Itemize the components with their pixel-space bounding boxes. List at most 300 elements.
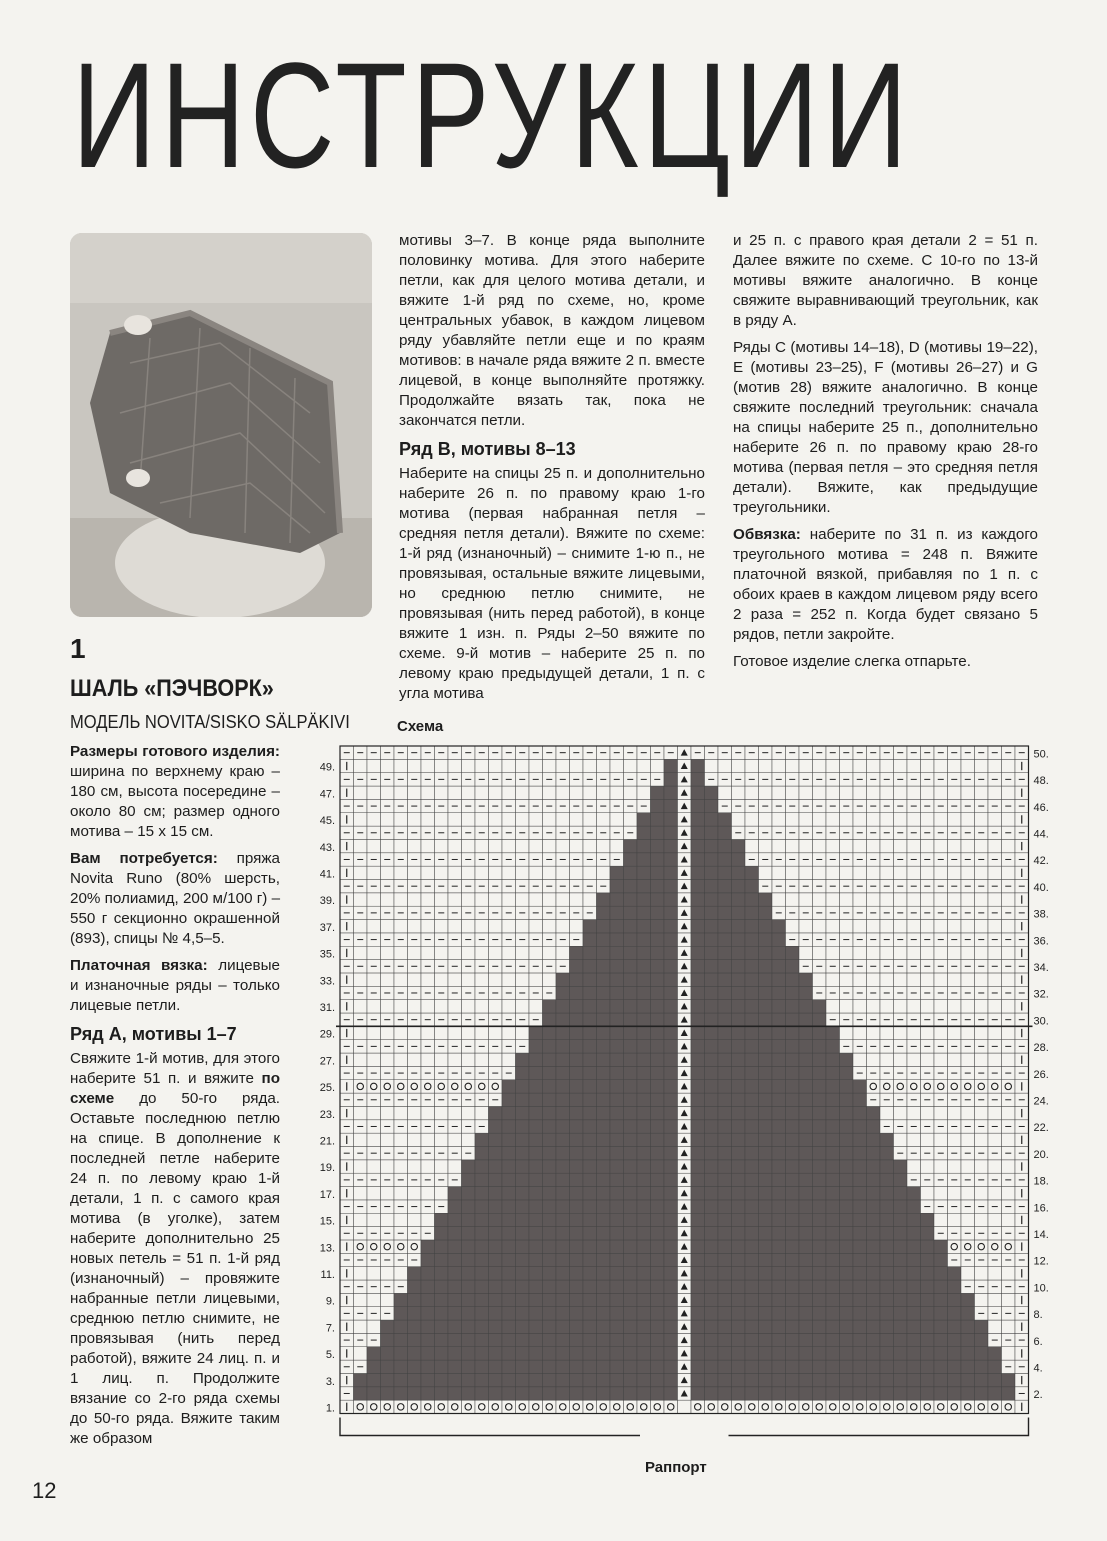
chart-cell-shaded: [786, 946, 800, 959]
chart-cell: [381, 1106, 395, 1119]
chart-cell-shaded: [583, 1133, 597, 1146]
chart-cell: [948, 1106, 962, 1119]
chart-cell: [961, 973, 975, 986]
chart-cell-shaded: [813, 1360, 827, 1373]
chart-cell-shaded: [705, 1213, 719, 1226]
chart-cell-shaded: [880, 1387, 894, 1400]
chart-cell: [799, 786, 813, 799]
chart-cell: [394, 1240, 408, 1253]
chart-cell: [813, 866, 827, 879]
chart-cell-shaded: [840, 1160, 854, 1173]
garter-paragraph: [70, 956, 280, 1016]
chart-cell-shaded: [475, 1267, 489, 1280]
chart-cell: [570, 866, 584, 879]
chart-cell: [448, 786, 462, 799]
chart-cell: [475, 1053, 489, 1066]
chart-cell: [367, 1320, 381, 1333]
chart-cell-shaded: [462, 1373, 476, 1386]
chart-cell-shaded: [543, 1333, 557, 1346]
chart-cell-shaded: [813, 1053, 827, 1066]
chart-cell-shaded: [597, 1213, 611, 1226]
chart-cell: [813, 786, 827, 799]
chart-cell-shaded: [529, 1200, 543, 1213]
chart-cell: [354, 1080, 368, 1093]
chart-cell-shaded: [894, 1173, 908, 1186]
chart-cell-shaded: [1002, 1387, 1016, 1400]
chart-cell-shaded: [745, 1160, 759, 1173]
chart-cell-shaded: [732, 1187, 746, 1200]
chart-cell: [529, 813, 543, 826]
chart-cell-shaded: [786, 1360, 800, 1373]
chart-cell-shaded: [718, 1253, 732, 1266]
chart-cell-shaded: [462, 1213, 476, 1226]
chart-cell-shaded: [840, 1347, 854, 1360]
chart-cell-shaded: [583, 1187, 597, 1200]
chart-cell: [421, 973, 435, 986]
chart-cell-shaded: [691, 1187, 705, 1200]
chart-cell-shaded: [705, 1200, 719, 1213]
chart-cell-shaded: [853, 1106, 867, 1119]
chart-cell-shaded: [786, 1320, 800, 1333]
chart-cell: [489, 1053, 503, 1066]
chart-cell-shaded: [610, 1053, 624, 1066]
col3-paragraph-4: Готовое изделие слегка отпарьте.: [733, 653, 971, 670]
chart-cell-shaded: [489, 1106, 503, 1119]
chart-cell-shaded: [799, 1333, 813, 1346]
chart-cell-shaded: [664, 1120, 678, 1133]
chart-cell-shaded: [840, 1293, 854, 1306]
chart-cell-shaded: [718, 973, 732, 986]
chart-cell: [853, 920, 867, 933]
chart-cell-shaded: [921, 1373, 935, 1386]
chart-cell: [813, 946, 827, 959]
chart-cell-shaded: [448, 1240, 462, 1253]
chart-cell: [570, 839, 584, 852]
chart-cell: [948, 893, 962, 906]
chart-cell: [570, 813, 584, 826]
chart-cell: [462, 893, 476, 906]
chart-cell-shaded: [745, 893, 759, 906]
chart-cell-shaded: [799, 1253, 813, 1266]
chart-cell-shaded: [759, 1013, 773, 1026]
sizes-label: Размеры готового изделия:: [70, 743, 280, 760]
chart-cell-shaded: [745, 1253, 759, 1266]
chart-cell: [502, 1400, 516, 1413]
chart-cell-shaded: [772, 1026, 786, 1039]
chart-cell: [867, 973, 881, 986]
chart-cell-shaded: [624, 1227, 638, 1240]
chart-cell-shaded: [826, 1080, 840, 1093]
chart-cell-shaded: [705, 1160, 719, 1173]
chart-cell-shaded: [516, 1347, 530, 1360]
row-number-right: 14.: [1033, 1228, 1049, 1241]
chart-cell-shaded: [597, 1280, 611, 1293]
chart-cell-shaded: [745, 1080, 759, 1093]
chart-cell-shaded: [556, 973, 570, 986]
chart-cell-shaded: [354, 1373, 368, 1386]
chart-cell-shaded: [772, 1360, 786, 1373]
chart-cell-shaded: [840, 1280, 854, 1293]
chart-cell: [934, 1400, 948, 1413]
chart-cell: [988, 1160, 1002, 1173]
chart-cell-shaded: [867, 1280, 881, 1293]
row-number-right: 30.: [1033, 1015, 1049, 1028]
chart-cell-shaded: [570, 1026, 584, 1039]
chart-cell-shaded: [799, 1106, 813, 1119]
chart-cell-shaded: [772, 1093, 786, 1106]
chart-cell: [381, 1160, 395, 1173]
chart-cell-shaded: [475, 1373, 489, 1386]
chart-cell: [448, 759, 462, 772]
chart-cell: [435, 973, 449, 986]
chart-cell-shaded: [651, 1307, 665, 1320]
chart-cell-shaded: [907, 1200, 921, 1213]
chart-cell-shaded: [759, 946, 773, 959]
chart-cell-shaded: [813, 1333, 827, 1346]
chart-cell: [948, 1160, 962, 1173]
chart-cell-shaded: [610, 1213, 624, 1226]
chart-cell: [786, 839, 800, 852]
chart-cell-shaded: [705, 1253, 719, 1266]
chart-cell-shaded: [799, 1160, 813, 1173]
chart-cell-shaded: [664, 960, 678, 973]
chart-cell: [408, 1400, 422, 1413]
chart-cell-shaded: [597, 1106, 611, 1119]
chart-cell-shaded: [570, 1293, 584, 1306]
chart-cell-shaded: [759, 1227, 773, 1240]
chart-cell-shaded: [745, 1120, 759, 1133]
row-number-left: 41.: [319, 868, 335, 881]
chart-cell-shaded: [394, 1387, 408, 1400]
row-number-right: 36.: [1033, 935, 1049, 948]
chart-cell: [894, 813, 908, 826]
chart-cell: [475, 813, 489, 826]
chart-cell-shaded: [921, 1293, 935, 1306]
chart-cell-shaded: [718, 906, 732, 919]
chart-cell-shaded: [786, 1227, 800, 1240]
chart-cell-shaded: [421, 1333, 435, 1346]
chart-cell-shaded: [705, 906, 719, 919]
chart-cell-shaded: [489, 1267, 503, 1280]
row-number-right: 20.: [1033, 1148, 1049, 1161]
chart-cell-shaded: [691, 1333, 705, 1346]
chart-cell-shaded: [651, 1253, 665, 1266]
chart-cell: [799, 759, 813, 772]
chart-cell-shaded: [637, 1053, 651, 1066]
chart-cell: [435, 1187, 449, 1200]
chart-cell-shaded: [921, 1267, 935, 1280]
chart-cell-shaded: [772, 946, 786, 959]
chart-cell-shaded: [705, 813, 719, 826]
chart-cell: [489, 866, 503, 879]
chart-cell-shaded: [732, 1147, 746, 1160]
garter-text: лицевые и изнаночные ряды – только лицевые петли.: [70, 957, 280, 1014]
chart-cell-shaded: [502, 1293, 516, 1306]
chart-cell-shaded: [583, 1160, 597, 1173]
chart-cell: [826, 946, 840, 959]
chart-cell-shaded: [786, 1333, 800, 1346]
chart-cell: [354, 786, 368, 799]
chart-cell: [867, 1053, 881, 1066]
chart-cell: [556, 920, 570, 933]
chart-cell-shaded: [637, 1333, 651, 1346]
chart-cell: [840, 813, 854, 826]
chart-cell-shaded: [718, 1333, 732, 1346]
chart-cell-shaded: [813, 1066, 827, 1079]
chart-cell: [448, 1133, 462, 1146]
chart-cell-shaded: [759, 1333, 773, 1346]
chart-cell-shaded: [759, 1253, 773, 1266]
chart-cell-shaded: [651, 1280, 665, 1293]
chart-cell-shaded: [772, 1000, 786, 1013]
chart-cell: [880, 839, 894, 852]
chart-cell-shaded: [475, 1160, 489, 1173]
chart-cell-shaded: [543, 1040, 557, 1053]
chart-cell-shaded: [637, 1000, 651, 1013]
chart-cell-shaded: [799, 1053, 813, 1066]
chart-cell-shaded: [840, 1373, 854, 1386]
chart-cell: [367, 813, 381, 826]
chart-cell-shaded: [813, 1147, 827, 1160]
chart-cell: [759, 759, 773, 772]
chart-cell: [894, 1106, 908, 1119]
chart-cell: [354, 1106, 368, 1119]
chart-cell-shaded: [867, 1187, 881, 1200]
chart-cell-shaded: [543, 1147, 557, 1160]
chart-cell-shaded: [502, 1360, 516, 1373]
chart-cell-shaded: [516, 1120, 530, 1133]
chart-cell: [934, 1160, 948, 1173]
chart-cell-shaded: [732, 1293, 746, 1306]
chart-cell-shaded: [880, 1267, 894, 1280]
chart-cell-shaded: [651, 1173, 665, 1186]
chart-cell-shaded: [516, 1200, 530, 1213]
chart-cell: [502, 973, 516, 986]
chart-cell-shaded: [840, 1093, 854, 1106]
chart-cell: [880, 813, 894, 826]
chart-cell: [1002, 786, 1016, 799]
chart-cell-shaded: [799, 1293, 813, 1306]
chart-cell-shaded: [732, 1240, 746, 1253]
chart-cell-shaded: [529, 1066, 543, 1079]
chart-cell-shaded: [799, 1320, 813, 1333]
chart-cell-shaded: [610, 946, 624, 959]
chart-cell-shaded: [867, 1373, 881, 1386]
chart-cell-shaded: [408, 1387, 422, 1400]
chart-cell-shaded: [624, 1253, 638, 1266]
chart-cell-shaded: [516, 1160, 530, 1173]
chart-cell-shaded: [813, 1173, 827, 1186]
chart-cell-shaded: [556, 1320, 570, 1333]
chart-cell: [367, 1213, 381, 1226]
chart-cell-shaded: [867, 1293, 881, 1306]
chart-cell: [408, 1106, 422, 1119]
chart-cell: [381, 866, 395, 879]
chart-cell-shaded: [934, 1280, 948, 1293]
chart-cell: [475, 973, 489, 986]
chart-cell: [421, 1026, 435, 1039]
chart-cell-shaded: [759, 1387, 773, 1400]
chart-cell-shaded: [759, 1106, 773, 1119]
chart-cell: [975, 1133, 989, 1146]
chart-cell-shaded: [718, 1360, 732, 1373]
chart-cell-shaded: [745, 973, 759, 986]
chart-cell: [894, 1026, 908, 1039]
chart-cell: [354, 813, 368, 826]
chart-cell-shaded: [732, 1066, 746, 1079]
chart-cell: [448, 1026, 462, 1039]
chart-cell-shaded: [799, 1347, 813, 1360]
chart-cell-shaded: [705, 866, 719, 879]
chart-cell-shaded: [826, 1187, 840, 1200]
chart-cell-shaded: [651, 893, 665, 906]
chart-cell-shaded: [570, 986, 584, 999]
chart-cell-shaded: [637, 1227, 651, 1240]
chart-cell-shaded: [637, 1093, 651, 1106]
chart-cell-shaded: [462, 1280, 476, 1293]
chart-cell-shaded: [813, 1106, 827, 1119]
chart-cell: [394, 946, 408, 959]
chart-cell-shaded: [772, 1106, 786, 1119]
chart-cell-shaded: [543, 1227, 557, 1240]
chart-cell: [988, 786, 1002, 799]
chart-cell: [543, 973, 557, 986]
chart-cell-shaded: [718, 1106, 732, 1119]
chart-cell-shaded: [475, 1133, 489, 1146]
chart-cell-shaded: [624, 1280, 638, 1293]
chart-cell-shaded: [853, 1387, 867, 1400]
chart-cell: [354, 893, 368, 906]
chart-cell-shaded: [772, 1133, 786, 1146]
chart-cell-shaded: [948, 1387, 962, 1400]
chart-cell: [543, 759, 557, 772]
chart-cell-shaded: [664, 1066, 678, 1079]
chart-cell-shaded: [813, 1253, 827, 1266]
chart-cell: [421, 1213, 435, 1226]
chart-cell: [961, 893, 975, 906]
chart-cell-shaded: [826, 1133, 840, 1146]
chart-cell: [921, 839, 935, 852]
chart-cell-shaded: [421, 1280, 435, 1293]
chart-cell: [853, 1026, 867, 1039]
chart-cell-shaded: [489, 1173, 503, 1186]
chart-cell-shaded: [394, 1293, 408, 1306]
chart-cell: [678, 1400, 692, 1413]
chart-cell-shaded: [934, 1240, 948, 1253]
chart-cell-shaded: [745, 1026, 759, 1039]
chart-cell-shaded: [637, 973, 651, 986]
chart-cell-shaded: [826, 1387, 840, 1400]
chart-cell: [462, 813, 476, 826]
chart-cell-shaded: [907, 1333, 921, 1346]
chart-cell-shaded: [610, 1320, 624, 1333]
chart-cell: [880, 920, 894, 933]
chart-cell: [367, 1133, 381, 1146]
chart-cell: [961, 1267, 975, 1280]
chart-cell-shaded: [718, 1307, 732, 1320]
chart-cell: [948, 786, 962, 799]
chart-cell-shaded: [799, 1200, 813, 1213]
chart-cell-shaded: [705, 920, 719, 933]
chart-cell-shaded: [718, 1026, 732, 1039]
chart-cell: [934, 973, 948, 986]
chart-cell: [799, 946, 813, 959]
chart-cell: [907, 920, 921, 933]
chart-cell-shaded: [934, 1320, 948, 1333]
chart-cell: [529, 786, 543, 799]
chart-cell-shaded: [651, 1213, 665, 1226]
needs-paragraph: [70, 849, 280, 949]
chart-cell: [489, 973, 503, 986]
chart-cell-shaded: [799, 1040, 813, 1053]
needs-text: пряжа Novita Runo (80% шерсть, 20% полиамид, 200 м/100 г) – 550 г секционно окрашенной (893), спицы № 4,5–5.: [70, 850, 281, 947]
chart-cell-shaded: [894, 1253, 908, 1266]
chart-cell-shaded: [651, 853, 665, 866]
chart-cell: [853, 839, 867, 852]
chart-cell-shaded: [853, 1227, 867, 1240]
chart-cell-shaded: [961, 1293, 975, 1306]
chart-cell: [435, 1133, 449, 1146]
chart-cell-shaded: [853, 1160, 867, 1173]
chart-cell: [448, 1400, 462, 1413]
chart-cell: [435, 1026, 449, 1039]
chart-cell-shaded: [570, 1307, 584, 1320]
chart-cell-shaded: [691, 1240, 705, 1253]
chart-cell-shaded: [853, 1120, 867, 1133]
chart-cell-shaded: [718, 1387, 732, 1400]
chart-cell: [961, 1080, 975, 1093]
chart-cell-shaded: [867, 1213, 881, 1226]
chart-cell: [624, 759, 638, 772]
chart-cell-shaded: [583, 1307, 597, 1320]
row-number-right: 12.: [1033, 1255, 1049, 1268]
chart-cell-shaded: [732, 839, 746, 852]
chart-cell-shaded: [543, 1120, 557, 1133]
chart-cell-shaded: [502, 1173, 516, 1186]
chart-cell-shaded: [786, 960, 800, 973]
chart-cell: [799, 893, 813, 906]
chart-cell-shaded: [583, 933, 597, 946]
chart-cell-shaded: [772, 1227, 786, 1240]
chart-cell-shaded: [543, 1213, 557, 1226]
chart-cell-shaded: [583, 1080, 597, 1093]
garter-label: Платочная вязка:: [70, 957, 208, 974]
chart-cell-shaded: [489, 1240, 503, 1253]
chart-cell: [489, 920, 503, 933]
chart-cell-shaded: [597, 1160, 611, 1173]
chart-cell: [489, 946, 503, 959]
chart-cell-shaded: [799, 1133, 813, 1146]
chart-cell-shaded: [907, 1240, 921, 1253]
chart-cell-shaded: [705, 1053, 719, 1066]
chart-cell: [961, 866, 975, 879]
chart-cell-shaded: [691, 1026, 705, 1039]
chart-cell-shaded: [732, 853, 746, 866]
chart-cell: [462, 1000, 476, 1013]
chart-cell-shaded: [610, 986, 624, 999]
chart-cell: [840, 1026, 854, 1039]
chart-cell-shaded: [705, 1080, 719, 1093]
chart-cell-shaded: [637, 933, 651, 946]
chart-cell-shaded: [759, 1120, 773, 1133]
chart-cell: [759, 786, 773, 799]
chart-cell-shaded: [448, 1320, 462, 1333]
chart-cell: [421, 1080, 435, 1093]
chart-cell: [975, 920, 989, 933]
chart-cell-shaded: [718, 893, 732, 906]
chart-cell-shaded: [597, 1360, 611, 1373]
chart-cell: [907, 946, 921, 959]
